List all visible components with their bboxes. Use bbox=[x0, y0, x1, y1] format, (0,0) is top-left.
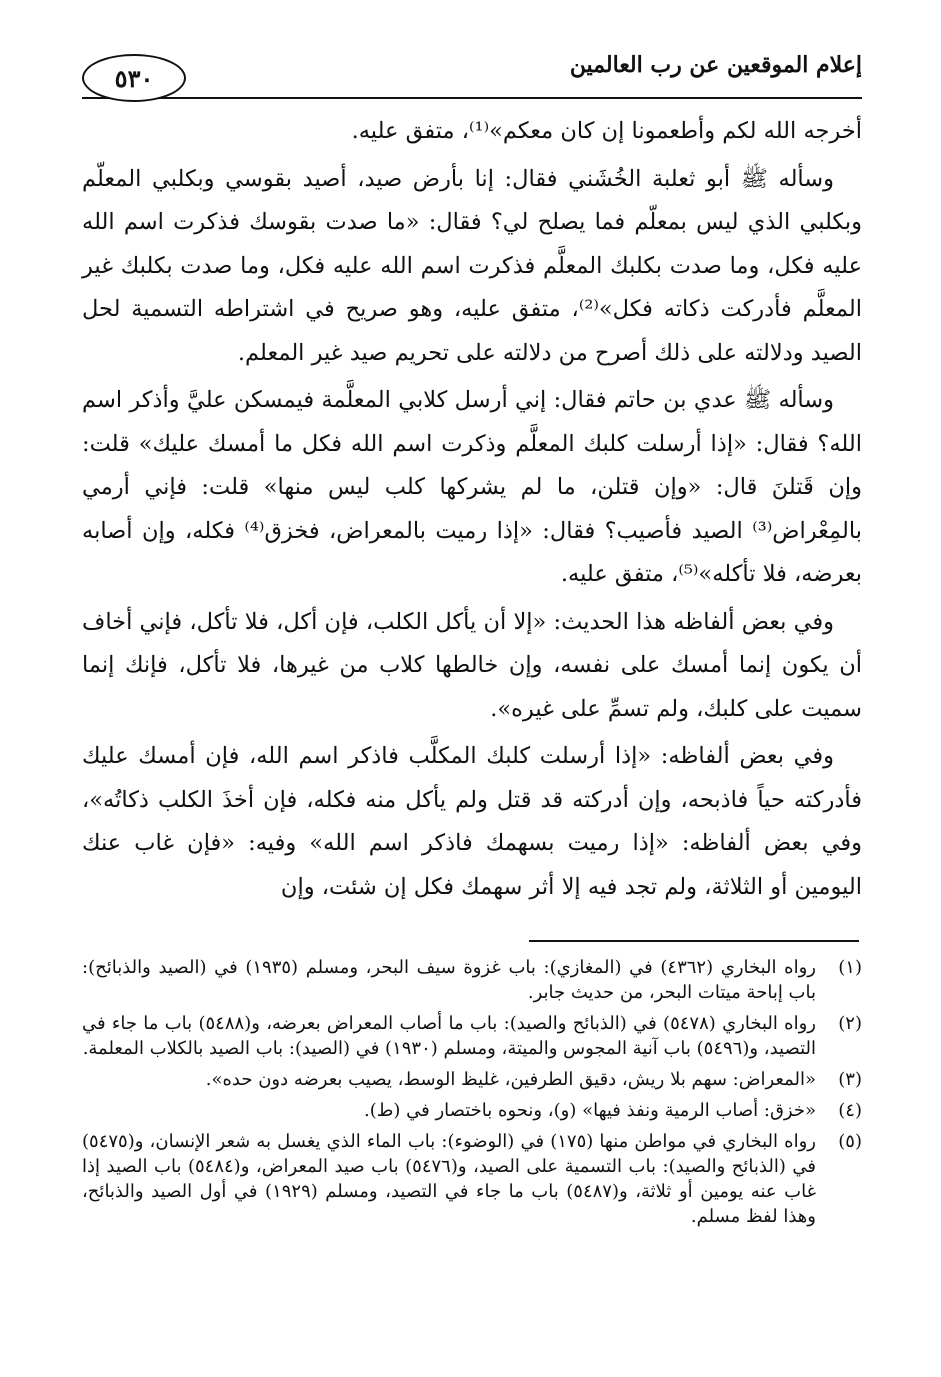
footnote-number: (٥) bbox=[838, 1131, 862, 1152]
footnote bbox=[82, 955, 862, 1005]
footnote bbox=[82, 1129, 862, 1229]
footnote-number: (١) bbox=[838, 957, 862, 978]
footnote-text: رواه البخاري (٥٤٧٨) في (الذبائح والصيد): باب ما أصاب المعراض بعرضه، و(٥٤٨٨) باب ما جاء في التصيد، و(٥٤٩٦) باب آنية المجوس والميتة، ومسلم (١٩٣٠) في (الصيد): باب الصيد بالكلاب المعلمة. bbox=[82, 1013, 816, 1059]
paragraph: وسأله ﷺ أبو ثعلبة الخُشَني فقال: إنا بأرض صيد، أصيد بقوسي وبكلبي المعلّم وبكلبي الذي ليس بمعلّم فما يصلح لي؟ فقال: «ما صدت بقوسك فذكرت اسم الله عليه فكل، وما صدت بكلبك المعلَّم فذكرت اسم الله عليه فكل، وما صدت بكلبك غير المعلَّم فأدركت ذكاته فكل»⁽²⁾، متفق عليه، وهو صريح في اشتراطه التسمية لحل الصيد ودلالته على ذلك أصرح من دلالته على تحريم صيد غير المعلم. bbox=[82, 165, 862, 366]
page-number: ٥٣٠ bbox=[82, 54, 186, 102]
footnote-text: رواه البخاري في مواطن منها (١٧٥) في (الوضوء): باب الماء الذي يغسل به شعر الإنسان، و(٥٤٧٥) في (الذبائح والصيد): باب التسمية على الصيد، و(٥٤٧٦) باب صيد المعراض، و(٥٤٨٤) باب الصيد إذا غاب عنه يومين أو ثلاثة، و(٥٤٨٧) باب ما جاء في التصيد، ومسلم (١٩٢٩) في أول الصيد والذبائح، وهذا لفظ مسلم. bbox=[82, 1131, 816, 1227]
footnote-number: (٣) bbox=[838, 1069, 862, 1090]
footnote-separator bbox=[529, 940, 859, 942]
footnote bbox=[82, 1098, 862, 1123]
header-rule bbox=[82, 97, 862, 99]
footnote bbox=[82, 1011, 862, 1061]
page-header bbox=[82, 40, 862, 100]
main-text bbox=[82, 110, 862, 913]
paragraph: وسأله ﷺ عدي بن حاتم فقال: إني أرسل كلابي المعلَّمة فيمسكن عليَّ وأذكر اسم الله؟ فقال: «إذا أرسلت كلبك المعلَّم وذكرت اسم الله فكل ما أمسك عليك» قلت: وإن قَتلنَ قال: «وإن قتلن، ما لم يشركها كلب ليس منها» قلت: فإني أرمي بالمِعْراض⁽³⁾ الصيد فأصيب؟ فقال: «إذا رميت بالمعراض، فخزق⁽⁴⁾ فكله، وإن أصابه بعرضه، فلا تأكله»⁽⁵⁾، متفق عليه. bbox=[82, 387, 862, 587]
paragraph: وفي بعض ألفاظه: «إذا أرسلت كلبك المكلَّب فاذكر اسم الله، فإن أمسك عليك فأدركته حياً فاذبحه، وإن أدركته قد قتل ولم يأكل منه فكله، فإن أخذَ الكلب ذكاتُه»، وفي بعض ألفاظه: «إذا رميت بسهمك فاذكر اسم الله» وفيه: «فإن غاب عنك اليومين أو الثلاثة، ولم تجد فيه إلا أثر سهمك فكل إن شئت، وإن bbox=[82, 743, 862, 900]
footnote-number: (٢) bbox=[838, 1013, 862, 1034]
book-title: إعلام الموقعين عن رب العالمين bbox=[569, 52, 862, 78]
footnote bbox=[82, 1067, 862, 1092]
footnote-text: «خزق: أصاب الرمية ونفذ فيها» (و)، ونحوه باختصار في (ط). bbox=[364, 1100, 816, 1121]
footnote-number: (٤) bbox=[838, 1100, 862, 1121]
paragraph: وفي بعض ألفاظه هذا الحديث: «إلا أن يأكل الكلب، فإن أكل، فلا تأكل، فإني أخاف أن يكون إنما أمسك على نفسه، وإن خالطها كلاب من غيرها، فلا تأكل، فإنك إنما سميت على كلبك، ولم تسمِّ على غيره». bbox=[82, 608, 862, 722]
footnote-text: «المعراض: سهم بلا ريش، دقيق الطرفين، غليظ الوسط، يصيب بعرضه دون حده». bbox=[205, 1069, 816, 1090]
footnote-text: رواه البخاري (٤٣٦٢) في (المغازي): باب غزوة سيف البحر، ومسلم (١٩٣٥) في (الصيد والذبائح): باب إباحة ميتات البحر، من حديث جابر. bbox=[82, 957, 816, 1003]
paragraph: أخرجه الله لكم وأطعمونا إن كان معكم»⁽¹⁾، متفق عليه. bbox=[351, 118, 862, 144]
footnotes bbox=[82, 955, 862, 1235]
